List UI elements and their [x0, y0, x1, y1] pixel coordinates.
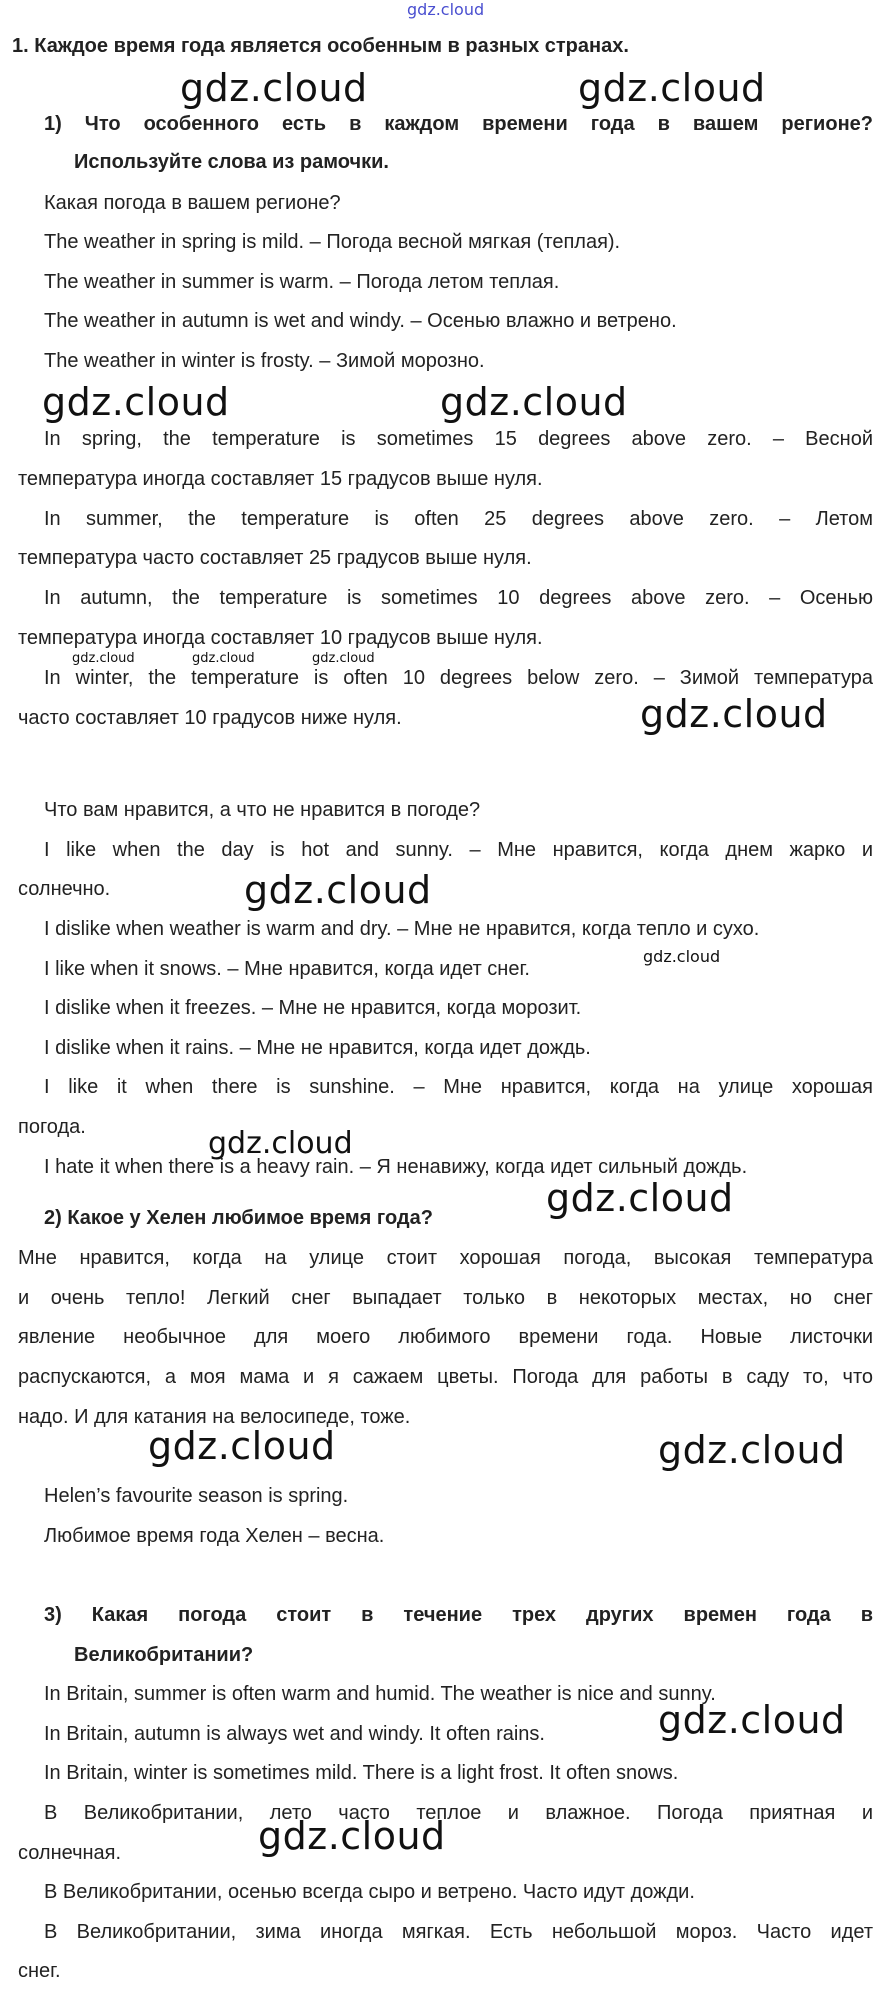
temperature-line-cont: часто составляет 10 градусов ниже нуля.	[18, 707, 402, 729]
watermark: gdz.cloud	[658, 1698, 846, 1742]
weather-line: The weather in summer is warm. – Погода летом теплая.	[44, 271, 560, 293]
watermark: gdz.cloud	[440, 380, 628, 424]
watermark: gdz.cloud	[148, 1424, 336, 1468]
britain-en-line: In Britain, summer is often warm and humid. The weather is nice and sunny.	[44, 1683, 716, 1705]
britain-en-line: In Britain, winter is sometimes mild. There is a light frost. It often snows.	[44, 1762, 679, 1784]
watermark: gdz.cloud	[546, 1176, 734, 1220]
temperature-line-cont: температура иногда составляет 15 градусов выше нуля.	[18, 468, 543, 490]
temperature-line: In autumn, the temperature is sometimes 10 degrees above zero. – Осенью	[44, 587, 873, 609]
helen-paragraph-line: и очень тепло! Легкий снег выпадает только в некоторых местах, но снег	[18, 1287, 873, 1309]
britain-ru-line-cont: солнечная.	[18, 1842, 122, 1864]
likes-line: I like when the day is hot and sunny. – Мне нравится, когда днем жарко и	[44, 839, 873, 861]
watermark: gdz.cloud	[180, 66, 368, 110]
watermark-small: gdz.cloud	[192, 651, 255, 666]
watermark-small: gdz.cloud	[312, 651, 375, 666]
watermark-small: gdz.cloud	[643, 947, 721, 966]
weather-line: The weather in autumn is wet and windy. – Осенью влажно и ветрено.	[44, 310, 677, 332]
weather-line: The weather in spring is mild. – Погода весной мягкая (теплая).	[44, 231, 621, 253]
temperature-line-cont: температура иногда составляет 10 градусов выше нуля.	[18, 627, 543, 649]
watermark-top: gdz.cloud	[407, 0, 485, 19]
question-1-heading-cont: Используйте слова из рамочки.	[74, 151, 389, 173]
question-2-heading: 2) Какое у Хелен любимое время года?	[44, 1207, 433, 1229]
likes-line: I hate it when there is a heavy rain. – Я ненавижу, когда идет сильный дождь.	[44, 1156, 748, 1178]
question-3-heading-cont: Великобритании?	[74, 1644, 254, 1666]
britain-ru-line: В Великобритании, осенью всегда сыро и ветрено. Часто идут дожди.	[44, 1881, 695, 1903]
temperature-line: In summer, the temperature is often 25 degrees above zero. – Летом	[44, 508, 873, 530]
helen-paragraph-line: распускаются, а моя мама и я сажаем цветы. Погода для работы в саду то, что	[18, 1366, 873, 1388]
likes-line: I dislike when it freezes. – Мне не нравится, когда морозит.	[44, 997, 582, 1019]
likes-question: Что вам нравится, а что не нравится в погоде?	[44, 799, 481, 821]
likes-line: I like it when there is sunshine. – Мне нравится, когда на улице хорошая	[44, 1076, 873, 1098]
britain-ru-line: В Великобритании, лето часто теплое и влажное. Погода приятная и	[44, 1802, 873, 1824]
likes-line-cont: погода.	[18, 1116, 86, 1138]
watermark: gdz.cloud	[258, 1814, 446, 1858]
likes-line-cont: солнечно.	[18, 878, 111, 900]
question-3-heading: 3) Какая погода стоит в течение трех других времен года в	[44, 1604, 873, 1626]
helen-paragraph-line: явление необычное для моего любимого времени года. Новые листочки	[18, 1326, 873, 1348]
temperature-line: In winter, the temperature is often 10 degrees below zero. – Зимой температура	[44, 667, 873, 689]
answer-ru: Любимое время года Хелен – весна.	[44, 1525, 385, 1547]
answer-en: Helen’s favourite season is spring.	[44, 1485, 349, 1507]
likes-line: I dislike when weather is warm and dry. – Мне не нравится, когда тепло и сухо.	[44, 918, 760, 940]
weather-line: The weather in winter is frosty. – Зимой морозно.	[44, 350, 485, 372]
temperature-line: In spring, the temperature is sometimes 15 degrees above zero. – Весной	[44, 428, 873, 450]
watermark: gdz.cloud	[244, 868, 432, 912]
temperature-line-cont: температура часто составляет 25 градусов выше нуля.	[18, 547, 532, 569]
britain-ru-line: В Великобритании, зима иногда мягкая. Есть небольшой мороз. Часто идет	[44, 1921, 873, 1943]
watermark: gdz.cloud	[42, 380, 230, 424]
likes-line: I dislike when it rains. – Мне не нравится, когда идет дождь.	[44, 1037, 591, 1059]
question-1-heading: 1) Что особенного есть в каждом времени года в вашем регионе?	[44, 113, 873, 135]
helen-paragraph-line: Мне нравится, когда на улице стоит хорошая погода, высокая температура	[18, 1247, 873, 1269]
watermark: gdz.cloud	[578, 66, 766, 110]
watermark: gdz.cloud	[658, 1428, 846, 1472]
watermark: gdz.cloud	[208, 1126, 353, 1161]
britain-en-line: In Britain, autumn is always wet and windy. It often rains.	[44, 1723, 545, 1745]
likes-line: I like when it snows. – Мне нравится, когда идет снег.	[44, 958, 530, 980]
britain-ru-line-cont: снег.	[18, 1960, 61, 1982]
weather-question: Какая погода в вашем регионе?	[44, 192, 341, 214]
helen-paragraph-line: надо. И для катания на велосипеде, тоже.	[18, 1406, 411, 1428]
watermark-small: gdz.cloud	[72, 651, 135, 666]
watermark: gdz.cloud	[640, 692, 828, 736]
task-title: 1. Каждое время года является особенным в разных странах.	[12, 35, 629, 57]
